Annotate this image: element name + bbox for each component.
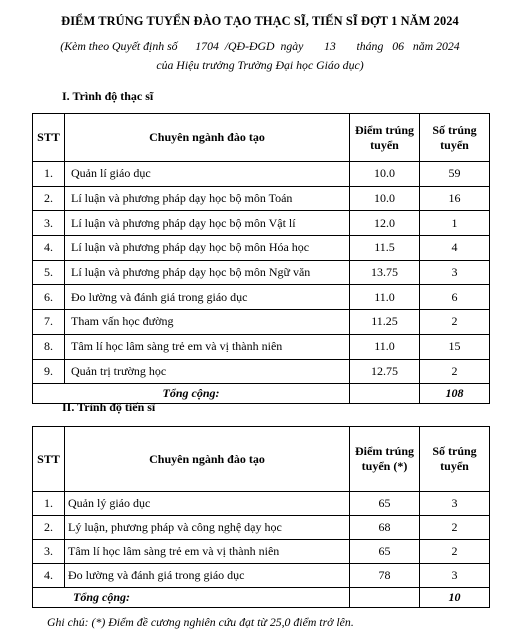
total-score-empty: [350, 384, 420, 404]
issuer-line: của Hiệu trưởng Trường Đại học Giáo dục): [156, 58, 364, 72]
decision-reference: (Kèm theo Quyết định số 1704 /QĐ-ĐGD ngày 13 tháng 06 năm 2024: [60, 39, 460, 53]
table-row: [33, 334, 490, 359]
row-score: 65: [350, 492, 420, 516]
table-row: [33, 236, 490, 261]
row-count: 4: [420, 236, 490, 261]
row-count: 3: [420, 492, 490, 516]
table-row: [33, 540, 490, 564]
table-header-row: [33, 114, 490, 162]
table-header-row: [33, 427, 490, 492]
row-count: 2: [420, 359, 490, 384]
row-score: 12.75: [350, 359, 420, 384]
row-major: Quản lí giáo dục: [65, 162, 350, 187]
row-stt: 3.: [33, 540, 65, 564]
row-score: 10.0: [350, 186, 420, 211]
row-score: 78: [350, 564, 420, 588]
row-score: 11.5: [350, 236, 420, 261]
column-header-score: Điểm trúng tuyển: [350, 114, 420, 162]
row-count: 15: [420, 334, 490, 359]
footnote: Ghi chú: (*) Điểm đề cương nghiên cứu đạt từ 25,0 điểm trở lên.: [47, 615, 354, 629]
row-count: 2: [420, 540, 490, 564]
column-header-stt: STT: [33, 114, 65, 162]
row-count: 3: [420, 260, 490, 285]
row-major: Lí luận và phương pháp dạy học bộ môn Hóa học: [65, 236, 350, 261]
table-row: [33, 211, 490, 236]
row-count: 2: [420, 310, 490, 335]
table-row: [33, 186, 490, 211]
row-major: Quản lý giáo dục: [65, 492, 350, 516]
row-stt: 1.: [33, 492, 65, 516]
row-count: 16: [420, 186, 490, 211]
total-value: 10: [420, 588, 490, 608]
table-row: [33, 359, 490, 384]
section-heading-doctoral: II. Trình độ tiến sĩ: [62, 400, 156, 414]
column-header-stt: STT: [33, 427, 65, 492]
row-stt: 9.: [33, 359, 65, 384]
column-header-count: Số trúng tuyển: [420, 114, 490, 162]
row-stt: 8.: [33, 334, 65, 359]
row-score: 11.25: [350, 310, 420, 335]
row-major: Đo lường và đánh giá trong giáo dục: [65, 285, 350, 310]
total-score-empty: [350, 588, 420, 608]
row-major: Tham vấn học đường: [65, 310, 350, 335]
row-major: Quản trị trường học: [65, 359, 350, 384]
total-value: 108: [420, 384, 490, 404]
row-count: 2: [420, 516, 490, 540]
table-row: [33, 564, 490, 588]
row-stt: 4.: [33, 564, 65, 588]
doctoral-table: [32, 426, 490, 608]
row-major: Lý luận, phương pháp và công nghệ dạy học: [65, 516, 350, 540]
row-major: Đo lường và đánh giá trong giáo dục: [65, 564, 350, 588]
row-stt: 1.: [33, 162, 65, 187]
total-row: [33, 588, 490, 608]
row-major: Tâm lí học lâm sàng trẻ em và vị thành niên: [65, 334, 350, 359]
row-score: 10.0: [350, 162, 420, 187]
row-score: 11.0: [350, 285, 420, 310]
table-row: [33, 162, 490, 187]
table-row: [33, 310, 490, 335]
total-label: Tổng cộng:: [33, 384, 350, 404]
row-stt: 6.: [33, 285, 65, 310]
row-major: Tâm lí học lâm sàng trẻ em và vị thành niên: [65, 540, 350, 564]
table-row: [33, 285, 490, 310]
row-count: 3: [420, 564, 490, 588]
table-row: [33, 260, 490, 285]
row-score: 11.0: [350, 334, 420, 359]
row-major: Lí luận và phương pháp dạy học bộ môn Vật lí: [65, 211, 350, 236]
row-score: 13.75: [350, 260, 420, 285]
row-stt: 2.: [33, 516, 65, 540]
row-score: 12.0: [350, 211, 420, 236]
row-count: 1: [420, 211, 490, 236]
row-stt: 5.: [33, 260, 65, 285]
total-label: Tổng cộng:: [33, 588, 350, 608]
column-header-major: Chuyên ngành đào tạo: [65, 114, 350, 162]
table-row: [33, 492, 490, 516]
row-major: Lí luận và phương pháp dạy học bộ môn Toán: [65, 186, 350, 211]
table-row: [33, 516, 490, 540]
row-major: Lí luận và phương pháp dạy học bộ môn Ngữ văn: [65, 260, 350, 285]
column-header-count: Số trúng tuyển: [420, 427, 490, 492]
row-stt: 7.: [33, 310, 65, 335]
row-stt: 2.: [33, 186, 65, 211]
document-title: ĐIỂM TRÚNG TUYỂN ĐÀO TẠO THẠC SĨ, TIẾN SĨ ĐỢT 1 NĂM 2024: [61, 14, 459, 28]
row-count: 6: [420, 285, 490, 310]
section-heading-masters: I. Trình độ thạc sĩ: [62, 89, 154, 103]
row-score: 68: [350, 516, 420, 540]
row-count: 59: [420, 162, 490, 187]
row-score: 65: [350, 540, 420, 564]
row-stt: 3.: [33, 211, 65, 236]
row-stt: 4.: [33, 236, 65, 261]
column-header-score: Điểm trúng tuyển (*): [350, 427, 420, 492]
masters-table: [32, 113, 490, 404]
column-header-major: Chuyên ngành đào tạo: [65, 427, 350, 492]
